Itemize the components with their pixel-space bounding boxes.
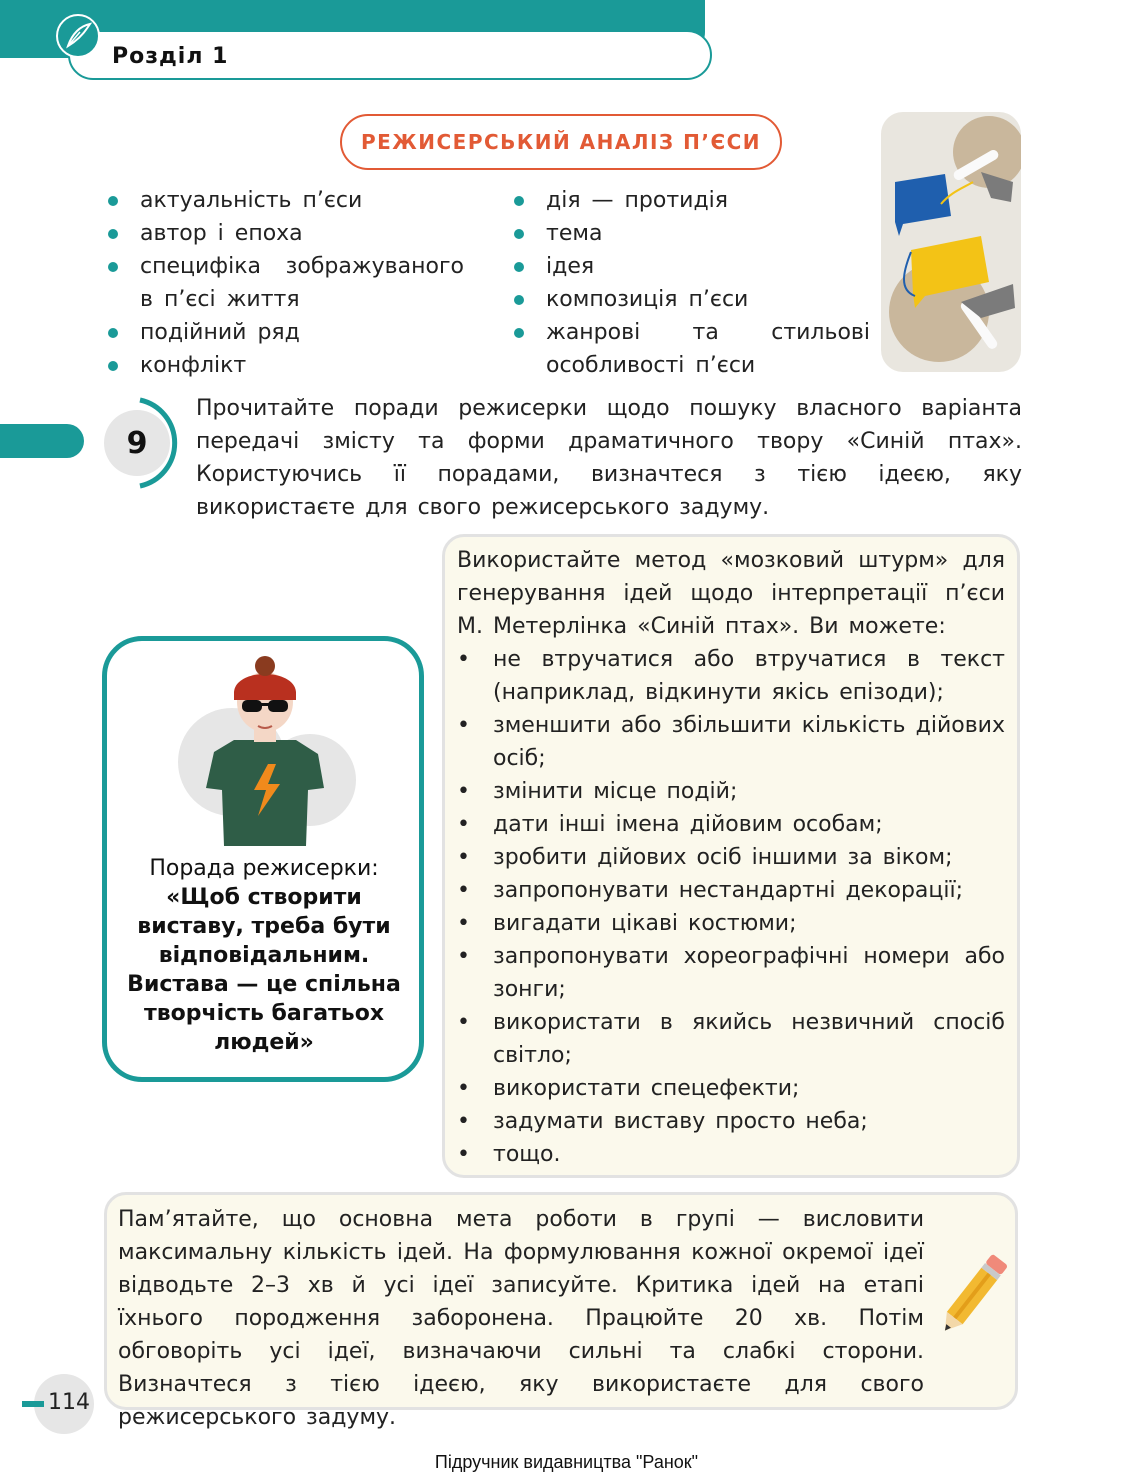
list-item: • не втручатися або втручатися в текст (наприклад, відкинути якісь епізоди); — [457, 643, 1005, 709]
bullet-icon — [108, 328, 118, 338]
list-item: конфлікт — [104, 349, 464, 382]
section-heading: РЕЖИСЕРСЬКИЙ АНАЛІЗ П’ЄСИ — [340, 114, 782, 170]
list-item: подійний ряд — [104, 316, 464, 349]
list-item: • вигадати цікаві костюми; — [457, 907, 1005, 940]
list-item: тема — [510, 217, 870, 250]
bullet-icon — [514, 295, 524, 305]
bullet-icon — [108, 262, 118, 272]
list-item: • зменшити або збільшити кількість дійових осіб; — [457, 709, 1005, 775]
bullet-icon — [514, 196, 524, 206]
list-item: • зробити дійових осіб іншими за віком; — [457, 841, 1005, 874]
list-item: актуальність п’єси — [104, 184, 464, 217]
list-item: жанрові та стильові особливості п’єси — [510, 316, 870, 382]
advice-quote: «Щоб створити виставу, треба бути відповідальним. Вистава — це спільна творчість багатьох людей» — [127, 885, 401, 1055]
list-item: • дати інші імена дійовим особам; — [457, 808, 1005, 841]
bullet-icon — [514, 328, 524, 338]
task-text: Прочитайте поради режисерки щодо пошуку власного варіанта передачі змісту та форми драматичного твору «Синій птах». Користуючись її порадами, визначтеся з тією ідеєю, яку використаєте для свого режисерського задуму. — [196, 396, 1022, 520]
tips-list — [457, 643, 1005, 1171]
bullet-icon — [108, 196, 118, 206]
page-number: 114 — [48, 1390, 90, 1415]
list-item: композиція п’єси — [510, 283, 870, 316]
feather-icon — [56, 14, 100, 58]
bullet-icon — [514, 229, 524, 239]
analysis-list-left — [104, 184, 464, 382]
list-item: • задумати виставу просто неба; — [457, 1105, 1005, 1138]
list-item: • змінити місце подій; — [457, 775, 1005, 808]
list-item: • запропонувати хореографічні номери або зонги; — [457, 940, 1005, 1006]
list-item: специфіка зображуваного в п’єсі життя — [104, 250, 464, 316]
publisher-footer: Підручник видавництва "Ранок" — [434, 1452, 699, 1472]
task-number: 9 — [104, 410, 170, 476]
bullet-icon — [108, 361, 118, 371]
bullet-icon — [108, 229, 118, 239]
list-item: • запропонувати нестандартні декорації; — [457, 874, 1005, 907]
task-tab — [0, 424, 84, 458]
advice-caption — [112, 854, 416, 1057]
pencil-icon — [934, 1250, 1010, 1342]
page-number-dash — [22, 1401, 44, 1407]
tips-intro: Використайте метод «мозковий штурм» для генерування ідей щодо інтерпретації п’єси М. Метерлінка «Синій птах». Ви можете: — [457, 548, 1005, 639]
director-illustration — [176, 656, 360, 848]
list-item: • використати в якийсь незвичний спосіб світло; — [457, 1006, 1005, 1072]
section-title: Розділ 1 — [112, 44, 229, 69]
remember-text: Пам’ятайте, що основна мета роботи в групі — висловити максимальну кількість ідей. На формулювання кожної окремої ідеї відводьте 2–3 хв й усі ідеї записуйте. Критика ідей на етапі їхнього породження заборонена. Працюйте 20 хв. Потім обговоріть усі ідеї, визначаючи сильні та слабкі сторони. Визначтеся з тією ідеєю, яку використаєте для свого режисерського задуму. — [118, 1207, 924, 1430]
analysis-list-right — [510, 184, 870, 382]
list-item: ідея — [510, 250, 870, 283]
list-item: • тощо. — [457, 1138, 1005, 1171]
speech-bubbles-illustration — [881, 112, 1021, 372]
list-item: дія — протидія — [510, 184, 870, 217]
advice-label: Порада режисерки: — [149, 856, 379, 881]
list-item: • використати спецефекти; — [457, 1072, 1005, 1105]
bullet-icon — [514, 262, 524, 272]
list-item: автор і епоха — [104, 217, 464, 250]
